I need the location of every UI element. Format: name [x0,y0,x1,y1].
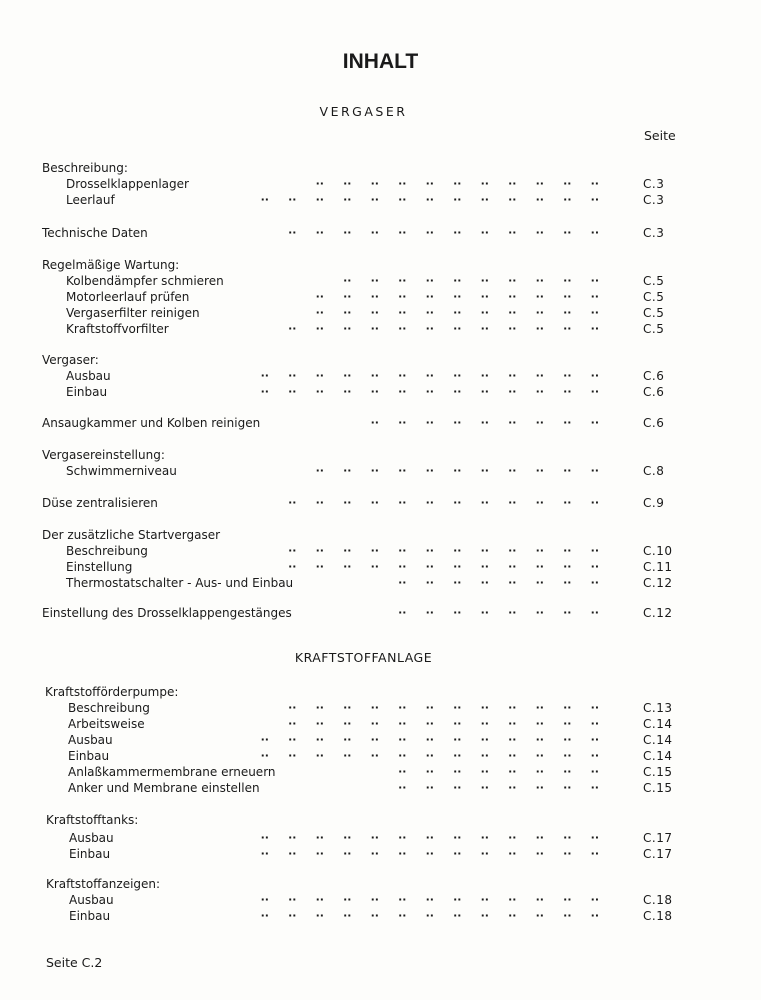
toc-row [0,273,761,289]
toc-row [0,700,761,716]
toc-page: C.14 [643,749,673,763]
toc-row [0,305,761,321]
toc-page: C.14 [643,733,673,747]
toc-row [0,846,761,862]
toc-label: Schwimmerniveau [66,464,177,478]
toc-row [0,908,761,924]
toc-page: C.12 [643,606,673,620]
toc-label: Einstellung [66,560,133,574]
leader-dots: ·· ·· ·· ·· ·· ·· ·· ·· ·· ·· ·· ·· [288,322,599,335]
toc-label: Kraftstoffvorfilter [66,322,169,336]
toc-page: C.11 [643,560,673,574]
toc-label: Vergaserfilter reinigen [66,306,200,320]
leader-dots: ·· ·· ·· ·· ·· ·· ·· ·· ·· ·· ·· ·· [288,717,599,730]
toc-row [0,463,761,479]
toc-row [0,684,761,700]
toc-label: Drosselklappenlager [66,177,189,191]
toc-label: Regelmäßige Wartung: [42,258,180,272]
toc-page: C.9 [643,496,665,510]
toc-row [0,289,761,305]
toc-page: C.6 [643,385,665,399]
toc-row [0,716,761,732]
toc-page: C.18 [643,909,673,923]
toc-label: Einstellung des Drosselklappengestänges [42,606,292,620]
toc-row [0,495,761,511]
leader-dots: ·· ·· ·· ·· ·· ·· ·· ·· ·· ·· ·· [315,464,599,477]
toc-label: Einbau [66,385,108,399]
toc-page: C.5 [643,274,665,288]
toc-page: C.17 [643,831,673,845]
leader-dots: ·· ·· ·· ·· ·· ·· ·· ·· ·· ·· ·· ·· ·· [260,369,599,382]
toc-page: C.3 [643,226,665,240]
toc-row [0,160,761,176]
toc-label: Ansaugkammer und Kolben reinigen [42,416,261,430]
toc-row [0,368,761,384]
leader-dots: ·· ·· ·· ·· ·· ·· ·· ·· ·· ·· [343,274,599,287]
toc-page: C.15 [643,765,673,779]
toc-label: Kraftstofförderpumpe: [45,685,179,699]
toc-page: C.10 [643,544,673,558]
toc-row [0,352,761,368]
page-footer: Seite C.2 [46,955,103,970]
leader-dots: ·· ·· ·· ·· ·· ·· ·· ·· ·· [370,416,599,429]
toc-label: Beschreibung: [42,161,128,175]
toc-page: C.5 [643,290,665,304]
toc-row [0,812,761,828]
toc-row [0,575,761,591]
leader-dots: ·· ·· ·· ·· ·· ·· ·· ·· [398,765,599,778]
toc-row [0,543,761,559]
leader-dots: ·· ·· ·· ·· ·· ·· ·· ·· [398,781,599,794]
toc-label: Technische Daten [42,226,148,240]
leader-dots: ·· ·· ·· ·· ·· ·· ·· ·· ·· ·· ·· ·· ·· [260,749,599,762]
leader-dots: ·· ·· ·· ·· ·· ·· ·· ·· ·· ·· ·· [315,177,599,190]
section-heading-vergaser: VERGASER [319,104,408,119]
toc-label: Ausbau [69,831,114,845]
leader-dots: ·· ·· ·· ·· ·· ·· ·· ·· ·· ·· ·· ·· ·· [260,385,599,398]
leader-dots: ·· ·· ·· ·· ·· ·· ·· ·· ·· ·· ·· ·· [288,496,599,509]
toc-row [0,384,761,400]
toc-row [0,876,761,892]
toc-page: C.6 [643,416,665,430]
toc-label: Kraftstofftanks: [46,813,139,827]
toc-label: Anker und Membrane einstellen [68,781,260,795]
toc-label: Ausbau [69,893,114,907]
leader-dots: ·· ·· ·· ·· ·· ·· ·· ·· ·· ·· ·· ·· [288,226,599,239]
toc-row [0,830,761,846]
leader-dots: ·· ·· ·· ·· ·· ·· ·· ·· ·· ·· ·· ·· ·· [260,831,599,844]
toc-page: C.3 [643,177,665,191]
toc-label: Leerlauf [66,193,115,207]
toc-page: C.3 [643,193,665,207]
toc-label: Beschreibung [66,544,148,558]
toc-label: Einbau [68,749,110,763]
toc-label: Anlaßkammermembrane erneuern [68,765,276,779]
leader-dots: ·· ·· ·· ·· ·· ·· ·· ·· ·· ·· ·· ·· ·· [260,733,599,746]
toc-label: Düse zentralisieren [42,496,158,510]
toc-row [0,176,761,192]
toc-row [0,257,761,273]
toc-row [0,605,761,621]
toc-label: Ausbau [66,369,111,383]
leader-dots: ·· ·· ·· ·· ·· ·· ·· ·· ·· ·· ·· ·· ·· [260,193,599,206]
toc-row [0,192,761,208]
toc-row [0,780,761,796]
toc-row [0,764,761,780]
toc-page: C.15 [643,781,673,795]
leader-dots: ·· ·· ·· ·· ·· ·· ·· ·· ·· ·· ·· [315,306,599,319]
toc-row [0,225,761,241]
toc-label: Einbau [69,909,111,923]
toc-label: Motorleerlauf prüfen [66,290,190,304]
toc-page: C.5 [643,306,665,320]
toc-page: C.5 [643,322,665,336]
toc-page: C.18 [643,893,673,907]
toc-row [0,892,761,908]
toc-label: Vergaser: [42,353,99,367]
toc-page: C.14 [643,717,673,731]
toc-page: C.6 [643,369,665,383]
page-title: INHALT [342,50,419,73]
toc-label: Arbeitsweise [68,717,145,731]
leader-dots: ·· ·· ·· ·· ·· ·· ·· ·· ·· ·· ·· ·· ·· [260,893,599,906]
toc-label: Thermostatschalter - Aus- und Einbau [66,576,294,590]
toc-label: Der zusätzliche Startvergaser [42,528,221,542]
toc-label: Vergasereinstellung: [42,448,165,462]
leader-dots: ·· ·· ·· ·· ·· ·· ·· ·· [398,576,599,589]
toc-page: C.13 [643,701,673,715]
leader-dots: ·· ·· ·· ·· ·· ·· ·· ·· ·· ·· ·· ·· [288,560,599,573]
toc-row [0,748,761,764]
toc-row [0,559,761,575]
page-column-header: Seite [644,128,676,143]
toc-row [0,527,761,543]
leader-dots: ·· ·· ·· ·· ·· ·· ·· ·· ·· ·· ·· ·· ·· [260,847,599,860]
toc-label: Einbau [69,847,111,861]
toc-label: Kolbendämpfer schmieren [66,274,224,288]
leader-dots: ·· ·· ·· ·· ·· ·· ·· ·· ·· ·· ·· [315,290,599,303]
leader-dots: ·· ·· ·· ·· ·· ·· ·· ·· ·· ·· ·· ·· [288,544,599,557]
toc-row [0,732,761,748]
toc-page: C.8 [643,464,665,478]
toc-row [0,415,761,431]
leader-dots: ·· ·· ·· ·· ·· ·· ·· ·· ·· ·· ·· ·· ·· [260,909,599,922]
leader-dots: ·· ·· ·· ·· ·· ·· ·· ·· [398,606,599,619]
toc-row [0,447,761,463]
toc-page: C.12 [643,576,673,590]
section-heading-kraftstoffanlage: KRAFTSTOFFANLAGE [294,650,433,665]
toc-label: Ausbau [68,733,113,747]
leader-dots: ·· ·· ·· ·· ·· ·· ·· ·· ·· ·· ·· ·· [288,701,599,714]
toc-label: Kraftstoffanzeigen: [46,877,161,891]
toc-label: Beschreibung [68,701,150,715]
toc-page: C.17 [643,847,673,861]
toc-row [0,321,761,337]
